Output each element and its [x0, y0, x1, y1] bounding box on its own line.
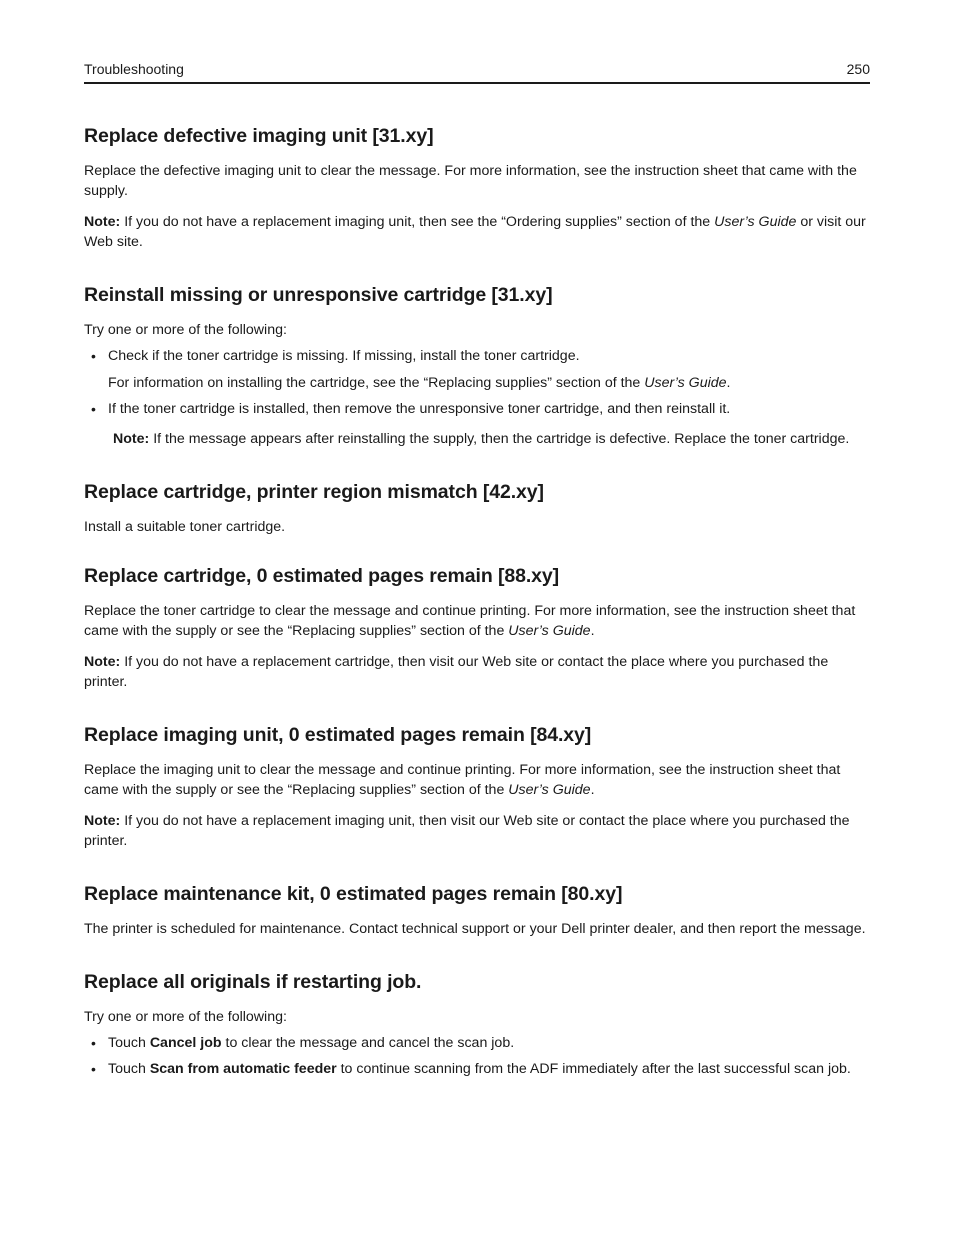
note-label: Note:	[84, 654, 121, 670]
body-text-end: .	[590, 782, 595, 798]
body-text-end: .	[590, 623, 595, 639]
running-header	[84, 60, 870, 84]
note-label: Note:	[84, 813, 121, 829]
guide-reference: User’s Guide	[508, 623, 591, 639]
subtext-post: .	[726, 375, 731, 391]
scan-from-feeder-label: Scan from automatic feeder	[149, 1061, 337, 1077]
bullet-icon: •	[91, 348, 96, 364]
intro-paragraph: Try one or more of the following:	[84, 322, 287, 338]
section-region-mismatch	[84, 479, 870, 537]
note-text: If you do not have a replacement imaging unit, then visit our Web site or contact the place where you purchased the printer.	[84, 813, 850, 849]
body-paragraph: Install a suitable toner cartridge.	[84, 519, 286, 535]
list-item-subtext	[108, 373, 870, 393]
body-paragraph: Replace the defective imaging unit to clear the message. For more information, see the instruction sheet that came with the supply.	[84, 163, 857, 199]
section-defective-imaging-unit	[84, 123, 870, 252]
subtext-pre: For information on installing the cartridge, see the “Replacing supplies” section of the	[108, 375, 645, 391]
list-item-text-pre: Touch	[108, 1035, 150, 1051]
list-item-text-post: to clear the message and cancel the scan job.	[221, 1035, 515, 1051]
note-text-end: or visit our Web site.	[84, 214, 866, 250]
body-text: Replace the imaging unit to clear the message and continue printing. For more information, see the instruction sheet that came with the supply or see the “Replacing supplies” section of the	[84, 762, 841, 798]
section-maintenance-kit	[84, 881, 870, 939]
section-heading: Replace maintenance kit, 0 estimated pages remain [80.xy]	[84, 883, 623, 905]
section-replace-originals	[84, 969, 870, 1079]
bullet-list	[84, 346, 870, 449]
guide-reference: User’s Guide	[644, 375, 727, 391]
page-content	[84, 123, 870, 1113]
bullet-icon: •	[91, 1035, 96, 1051]
note-text: If the message appears after reinstalling the supply, then the cartridge is defective. Replace the toner cartridge.	[149, 431, 850, 447]
list-item-text: Check if the toner cartridge is missing. If missing, install the toner cartridge.	[108, 348, 580, 364]
note-label: Note:	[113, 431, 150, 447]
note-paragraph	[84, 811, 870, 851]
list-item	[84, 1033, 870, 1053]
section-heading: Replace cartridge, printer region mismatch [42.xy]	[84, 481, 544, 503]
bullet-icon: •	[91, 401, 96, 417]
note-text: If you do not have a replacement cartridge, then visit our Web site or contact the place where you purchased the printer.	[84, 654, 829, 690]
list-item	[84, 399, 870, 449]
list-item	[84, 1059, 870, 1079]
note-paragraph	[108, 429, 870, 449]
section-heading: Replace defective imaging unit [31.xy]	[84, 125, 434, 147]
section-heading: Replace all originals if restarting job.	[84, 971, 422, 993]
section-reinstall-cartridge	[84, 282, 870, 449]
body-paragraph: The printer is scheduled for maintenance. Contact technical support or your Dell printer dealer, and then report the message.	[84, 921, 866, 937]
body-text: Replace the toner cartridge to clear the message and continue printing. For more information, see the instruction sheet that came with the supply or see the “Replacing supplies” section of the	[84, 603, 856, 639]
guide-reference: User’s Guide	[508, 782, 591, 798]
list-item-text: If the toner cartridge is installed, then remove the unresponsive toner cartridge, and then reinstall it.	[108, 401, 731, 417]
section-heading: Reinstall missing or unresponsive cartridge [31.xy]	[84, 284, 553, 306]
list-item	[84, 346, 870, 393]
note-paragraph	[84, 652, 870, 692]
list-item-text-post: to continue scanning from the ADF immediately after the last successful scan job.	[336, 1061, 851, 1077]
list-item-text-pre: Touch	[108, 1061, 150, 1077]
guide-reference: User’s Guide	[714, 214, 797, 230]
intro-paragraph: Try one or more of the following:	[84, 1009, 287, 1025]
note-label: Note:	[84, 214, 121, 230]
section-imaging-unit-0-pages	[84, 722, 870, 851]
bullet-list	[84, 1033, 870, 1079]
header-section-name: Troubleshooting	[84, 61, 184, 77]
note-paragraph	[84, 212, 870, 252]
header-page-number: 250	[846, 61, 870, 77]
note-text: If you do not have a replacement imaging unit, then see the “Ordering supplies” section of the	[120, 214, 715, 230]
cancel-job-label: Cancel job	[149, 1035, 222, 1051]
body-paragraph	[84, 601, 870, 641]
body-paragraph	[84, 760, 870, 800]
section-heading: Replace imaging unit, 0 estimated pages remain [84.xy]	[84, 724, 592, 746]
bullet-icon: •	[91, 1061, 96, 1077]
section-heading: Replace cartridge, 0 estimated pages remain [88.xy]	[84, 565, 560, 587]
section-cartridge-0-pages	[84, 563, 870, 692]
